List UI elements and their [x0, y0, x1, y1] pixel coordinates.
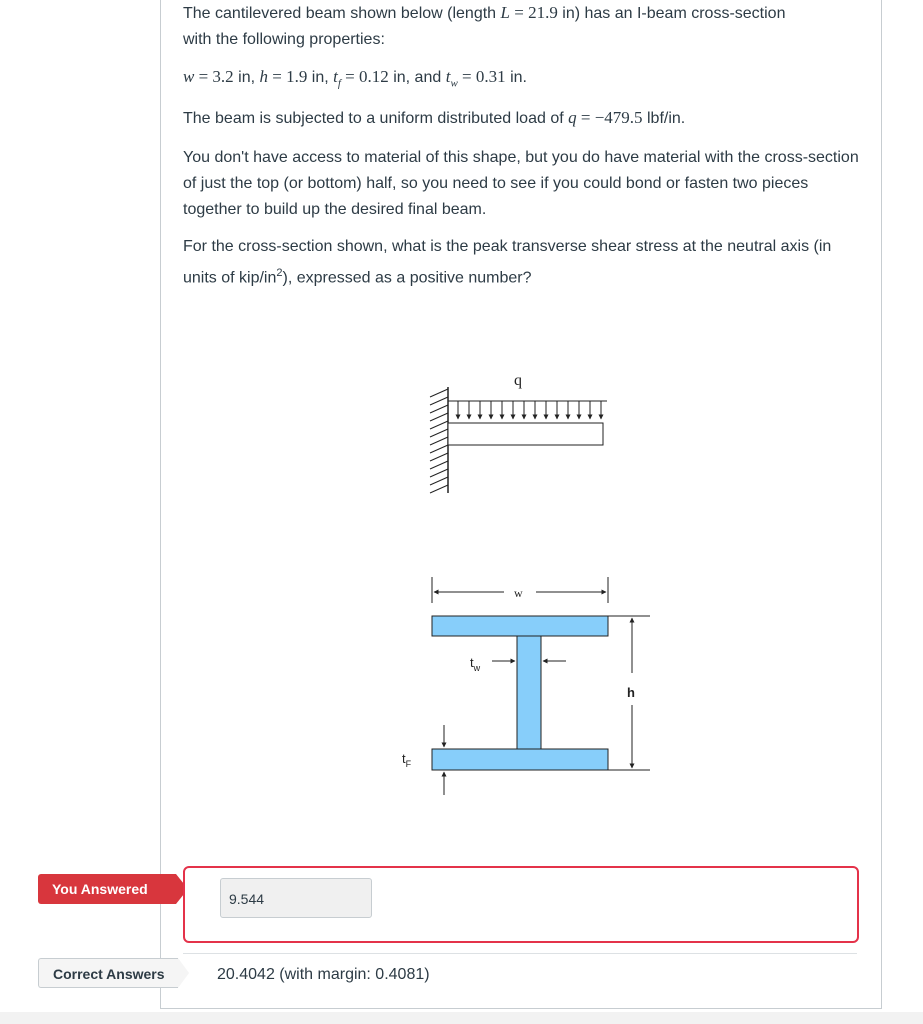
top-flange: [432, 616, 608, 636]
web: [517, 636, 541, 749]
divider: [183, 953, 857, 954]
tw-label: $t_w$: [470, 655, 481, 673]
h-label: h: [627, 685, 635, 700]
correct-answers-tag: Correct Answers: [38, 958, 178, 988]
beam: [448, 423, 603, 445]
question-material-paragraph: You don't have access to material of this shape, but you do have material with the cross-section of just the top (or bottom) half, so you need to see if you could bond or fasten two pieces together to build up the desired final beam.: [183, 149, 859, 218]
question-properties: w = 3.2 in, h = 1.9 in, $t_f = 0.12$ in, and $t_w = 0.31$ in.: [183, 67, 527, 90]
bottom-flange: [432, 749, 608, 770]
beam-figure: [402, 355, 660, 795]
wall-hatching: [430, 389, 448, 493]
tf-label: $t_F$: [402, 751, 412, 769]
q-label: q: [514, 372, 522, 389]
you-answered-tag: You Answered: [38, 874, 176, 904]
cantilever-diagram: [430, 372, 607, 493]
answer-input[interactable]: 9.544: [220, 878, 372, 918]
w-label: w: [514, 586, 523, 600]
i-beam-section: [402, 577, 650, 795]
load-arrows: [458, 401, 601, 419]
bottom-strip: [0, 1012, 923, 1024]
question-load: The beam is subjected to a uniform distributed load of q = −479.5 lbf/in.: [183, 108, 686, 127]
question-intro: The cantilevered beam shown below (length L = 21.9 in) has an I-beam cross-section with the following properties:: [183, 3, 786, 48]
question-prompt: For the cross-section shown, what is the peak transverse shear stress at the neutral axis (in units of kip/$in^2$), expressed as a positive number?: [183, 238, 832, 287]
correct-answer-value: 20.4042 (with margin: 0.4081): [217, 966, 430, 983]
